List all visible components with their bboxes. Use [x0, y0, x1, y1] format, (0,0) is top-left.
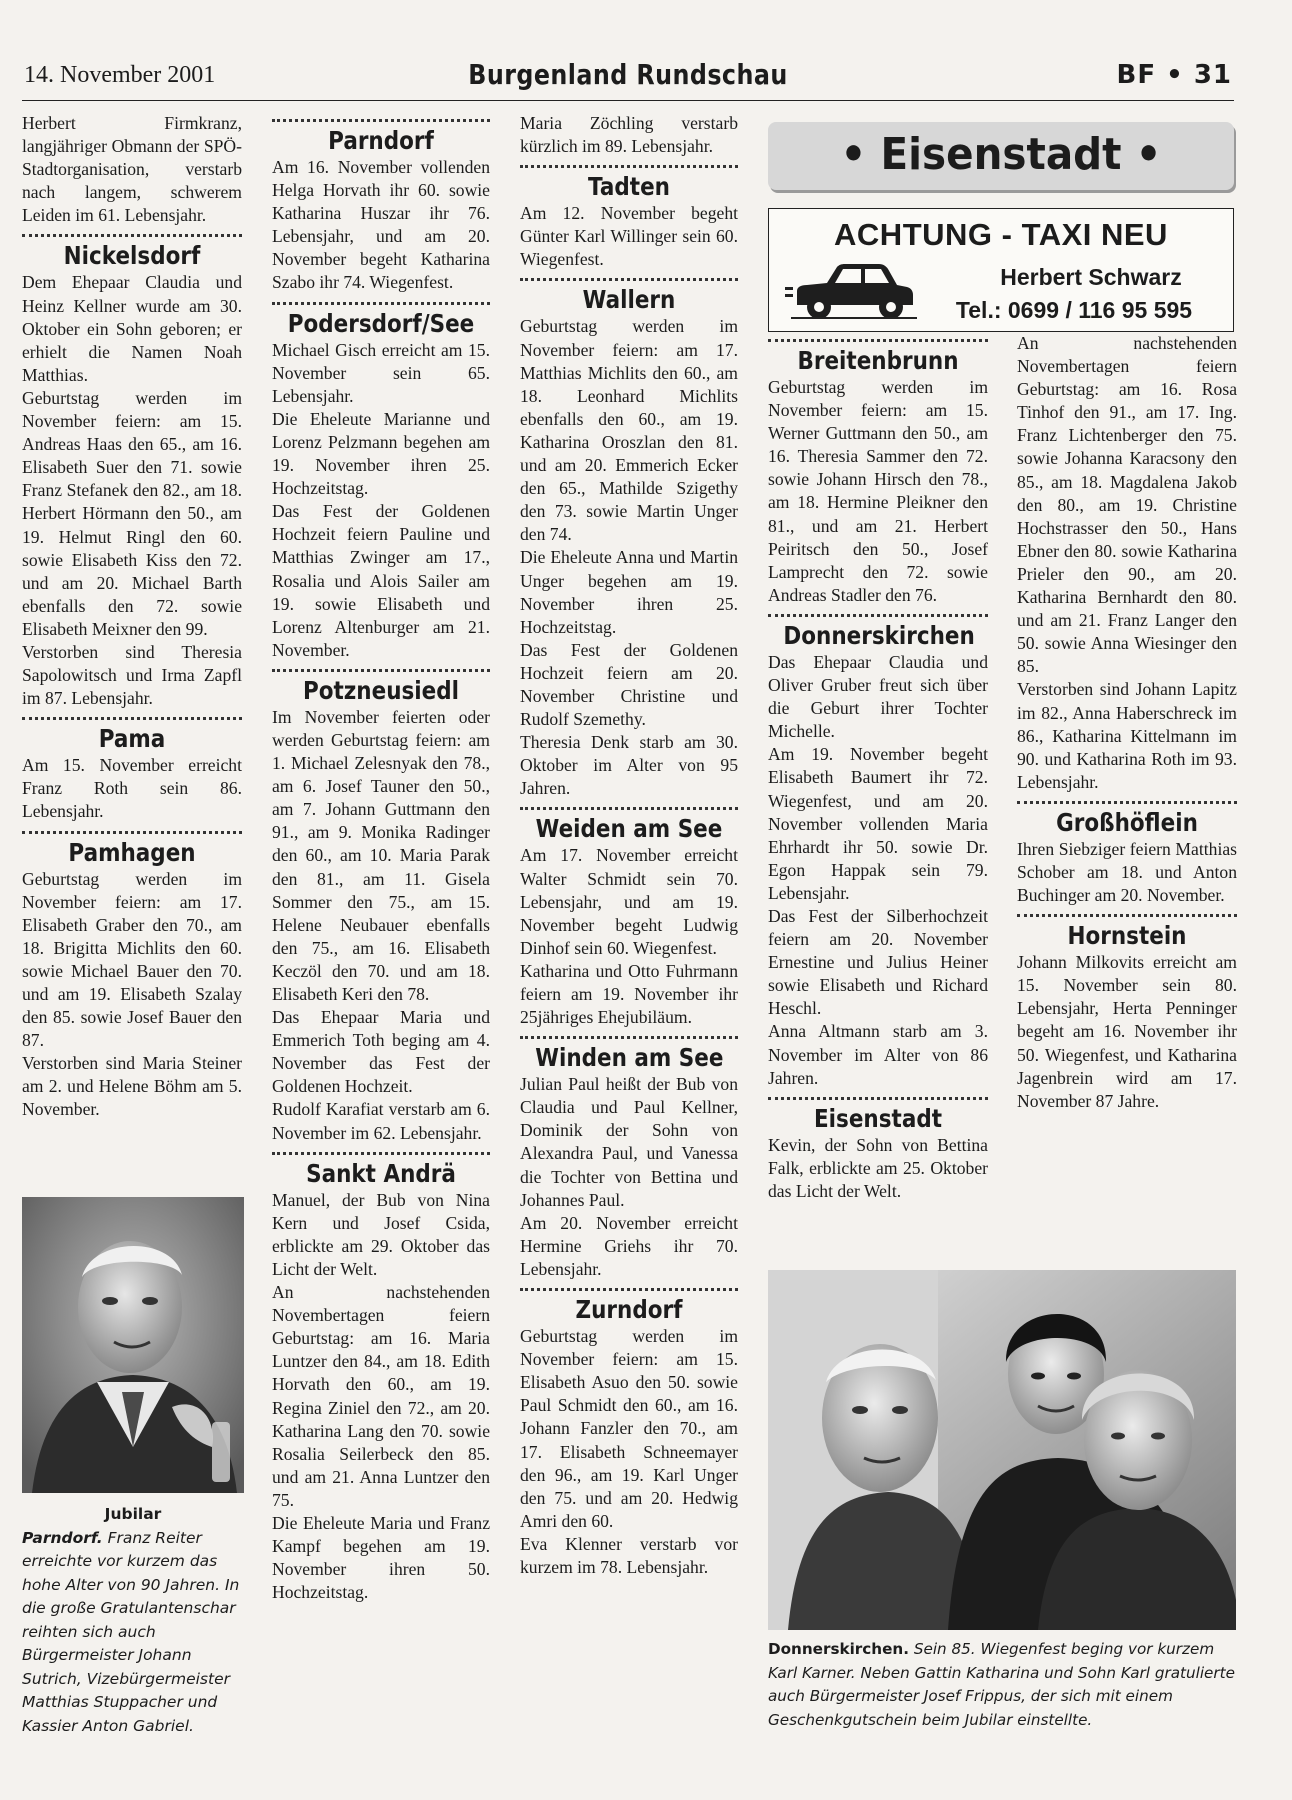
dotted-divider — [272, 669, 490, 672]
news-paragraph: Dem Ehepaar Claudia und Heinz Kellner wurde am 30. Oktober ein Sohn geboren; er erhielt die Namen Noah Matthias. — [22, 272, 242, 385]
column-4 — [768, 332, 988, 1203]
news-paragraph: Geburtstag werden im November feiern: am 17. Matthias Michlits den 60., am 18. Leonhard Michlits ebenfalls den 60., am 19. Katharina Oroszlan den 81. und am 20. Emmerich Ecker den 65., Mathilde Szigethy den 73. sowie Martin Unger den 74. — [520, 316, 738, 545]
locality-heading: Großhöflein — [1056, 807, 1198, 837]
dotted-divider — [272, 1152, 490, 1155]
taxi-car-icon — [783, 259, 917, 323]
locality-heading: Zurndorf — [575, 1295, 683, 1325]
news-paragraph: Julian Paul heißt der Bub von Claudia und Paul Kellner, Dominik der Sohn von Alexandra Paul, und Vanessa die Tochter von Bettina und Johannes Paul. — [520, 1074, 738, 1210]
dotted-divider — [520, 1288, 738, 1291]
locality-heading: Pamhagen — [68, 837, 196, 867]
news-paragraph: Am 17. November erreicht Walter Schmidt sein 70. Lebensjahr, und am 19. November begeht Ludwig Dinhof sein 60. Wiegenfest. — [520, 845, 738, 958]
caption-lead: Parndorf. — [22, 1528, 103, 1547]
locality-heading: Winden am See — [535, 1043, 724, 1073]
article-block — [520, 278, 738, 800]
photo-jubilar-franz-reiter — [22, 1197, 244, 1493]
news-paragraph: Herbert Firmkranz, langjähriger Obmann der SPÖ-Stadtorganisation, verstarb nach langem, schwerem Leiden im 61. Lebensjahr. — [22, 113, 242, 226]
article-block — [272, 669, 490, 1145]
locality-heading: Tadten — [588, 172, 670, 202]
article-block — [272, 119, 490, 295]
locality-heading: Weiden am See — [535, 814, 723, 844]
dotted-divider — [768, 614, 988, 617]
article-block — [22, 831, 242, 1122]
dotted-divider — [768, 1097, 988, 1100]
photo-right-caption — [768, 1638, 1238, 1732]
article-block — [1017, 332, 1237, 794]
news-paragraph: Die Eheleute Maria und Franz Kampf begehen am 19. November ihren 50. Hochzeitstag. — [272, 1512, 490, 1603]
article-block — [768, 339, 988, 607]
dotted-divider — [520, 1036, 738, 1039]
dotted-divider — [1017, 801, 1237, 804]
news-paragraph: Am 16. November vollenden Helga Horvath ihr 60. sowie Katharina Huszar ihr 76. Lebensjahr, und am 20. November begeht Katharina Szabo ihr 74. Wiegenfest. — [272, 157, 490, 293]
ad-contact-name: Herbert Schwarz — [1000, 264, 1182, 290]
locality-heading: Nickelsdorf — [63, 241, 201, 271]
dotted-divider — [272, 302, 490, 305]
column-2 — [272, 112, 490, 1604]
news-paragraph: Manuel, der Bub von Nina Kern und Josef Csida, erblickte am 29. Oktober das Licht der Welt. — [272, 1189, 490, 1279]
news-paragraph: Rudolf Karafiat verstarb am 6. November im 62. Lebensjahr. — [272, 1099, 490, 1143]
dotted-divider — [520, 165, 738, 168]
news-paragraph: Ihren Siebziger feiern Matthias Schober am 18. und Anton Buchinger am 20. November. — [1017, 838, 1237, 906]
news-paragraph: Das Ehepaar Maria und Emmerich Toth beging am 4. November das Fest der Goldenen Hochzeit. — [272, 1007, 490, 1097]
news-paragraph: An nachstehenden Novembertagen feiern Geburtstag: am 16. Rosa Tinhof den 91., am 17. Ing. Franz Lichtenberger den 75. sowie Johanna Karacsony den 85., am 18. Magdalena Jakob den 80., am 19. Christine Hochstrasser den 50., Hans Ebner den 80. sowie Katharina Prieler den 90., am 20. Katharina Bernhardt den 80. und am 21. Franz Langer den 50. sowie Anna Wiesinger den 85. — [1017, 333, 1237, 677]
news-paragraph: Am 19. November begeht Elisabeth Baumert ihr 72. Wiegenfest, und am 20. November vollenden Maria Ehrhardt ihr 50. sowie Dr. Egon Happak sein 79. Lebensjahr. — [768, 744, 988, 903]
news-paragraph: Katharina und Otto Fuhrmann feiern am 19. November ihr 25jähriges Ehejubiläum. — [520, 960, 738, 1028]
article-block — [520, 1036, 738, 1281]
news-paragraph: Am 15. November erreicht Franz Roth sein 86. Lebensjahr. — [22, 755, 242, 822]
newspaper-title: Burgenland Rundschau — [468, 58, 788, 91]
article-block — [520, 1288, 738, 1579]
locality-heading: Podersdorf/See — [287, 308, 475, 338]
column-5 — [1017, 332, 1237, 1113]
photo-left-caption — [22, 1503, 244, 1738]
news-paragraph: Michael Gisch erreicht am 15. November sein 65. Lebensjahr. — [272, 339, 490, 406]
news-paragraph: Theresia Denk starb am 30. Oktober im Alter von 95 Jahren. — [520, 732, 738, 799]
caption-lead: Donnerskirchen. — [768, 1640, 909, 1658]
article-block — [1017, 801, 1237, 907]
article-block — [520, 807, 738, 1029]
column-1 — [22, 112, 242, 1122]
region-banner-title: • Eisenstadt • — [840, 129, 1162, 180]
portrait-illustration — [22, 1197, 244, 1493]
region-banner — [768, 122, 1234, 190]
locality-heading: Eisenstadt — [813, 1103, 942, 1133]
news-paragraph: Verstorben sind Theresia Sapolowitsch und Irma Zapfl im 87. Lebensjahr. — [22, 641, 242, 709]
article-block — [1017, 914, 1237, 1113]
column-3 — [520, 112, 738, 1579]
locality-heading: Sankt Andrä — [306, 1158, 456, 1188]
news-paragraph: Am 20. November erreicht Hermine Griehs ihr 70. Lebensjahr. — [520, 1212, 738, 1279]
news-paragraph: Geburtstag werden im November feiern: am 15. Werner Guttmann den 50., am 16. Theresia Sammer den 72. sowie Johann Hirsch den 78., am 18. Hermine Pleikner den 81., und am 21. Herbert Peiritsch den 50., Josef Lamprecht den 72. sowie Andreas Stadler den 76. — [768, 377, 988, 605]
ad-headline: ACHTUNG - TAXI NEU — [834, 217, 1168, 252]
news-paragraph: Geburtstag werden im November feiern: am 17. Elisabeth Graber den 70., am 18. Brigitta Michlits den 60. sowie Michael Bauer den 70. und am 19. Elisabeth Szalay den 85. sowie Josef Bauer den 87. — [22, 868, 242, 1051]
photo-karl-karner-family — [768, 1270, 1236, 1630]
caption-text: Sein 85. Wiegenfest beging vor kurzem Karl Karner. Neben Gattin Katharina und Sohn Karl gratulierte auch Bürgermeister Josef Frippus, der sich mit einem Geschenkgutschein beim Jubilar einstellte. — [768, 1640, 1235, 1729]
dotted-divider — [1017, 914, 1237, 917]
locality-heading: Breitenbrunn — [797, 346, 959, 375]
issue-date: 14. November 2001 — [24, 62, 216, 88]
news-paragraph: Eva Klenner verstarb vor kurzem im 78. Lebensjahr. — [520, 1533, 738, 1577]
dotted-divider — [22, 717, 242, 720]
news-paragraph: Am 12. November begeht Günter Karl Willinger sein 60. Wiegenfest. — [520, 203, 738, 270]
locality-heading: Hornstein — [1067, 921, 1187, 951]
article-block — [272, 302, 490, 662]
news-paragraph: Das Ehepaar Claudia und Oliver Gruber freut sich über die Geburt ihrer Tochter Michelle. — [768, 651, 988, 742]
caption-title: Jubilar — [104, 1505, 162, 1523]
locality-heading: Pama — [98, 724, 166, 754]
caption-text: Franz Reiter erreichte vor kurzem das hohe Alter von 90 Jahren. In die große Gratulantenschar reihten sich auch Bürgermeister Johann Sutrich, Vizebürgermeister Matthias Stuppacher und Kassier Anton Gabriel. — [22, 1528, 240, 1735]
news-paragraph: Verstorben sind Maria Steiner am 2. und Helene Böhm am 5. November. — [22, 1053, 242, 1120]
article-block — [520, 112, 738, 158]
news-paragraph: Maria Zöchling verstarb kürzlich im 89. Lebensjahr. — [520, 113, 738, 157]
dotted-divider — [520, 278, 738, 281]
news-paragraph: Die Eheleute Anna und Martin Unger begehen am 19. November ihren 25. Hochzeitstag. — [520, 547, 738, 637]
article-block — [520, 165, 738, 271]
news-paragraph: Das Fest der Goldenen Hochzeit feiern am 20. November Christine und Rudolf Szemethy. — [520, 639, 738, 730]
news-paragraph: Im November feierten oder werden Geburtstag feiern: am 1. Michael Zelesnyak den 78., am 6. Josef Tauner den 50., am 7. Johann Guttmann den 91., am 9. Monika Radinger den 60., am 10. Maria Parak den 81., am 11. Gisela Sommer den 75., am 15. Helene Neubauer ebenfalls den 75., am 16. Elisabeth Keczöl den 70. und am 18. Elisabeth Keri den 78. — [272, 706, 490, 1004]
locality-heading: Parndorf — [328, 126, 434, 155]
dotted-divider — [22, 831, 242, 834]
news-paragraph: Geburtstag werden im November feiern: am 15. Elisabeth Asuo den 50. sowie Paul Schmidt den 60., am 16. Johann Fanzler den 70., am 17. Elisabeth Schneemayer den 96., am 19. Karl Unger den 75. und am 20. Hedwig Amri den 60. — [520, 1326, 738, 1531]
dotted-divider — [272, 119, 490, 122]
group-photo-illustration — [768, 1270, 1236, 1630]
ad-phone: Tel.: 0699 / 116 95 595 — [955, 297, 1193, 323]
article-block — [768, 1097, 988, 1203]
taxi-advertisement — [768, 208, 1234, 332]
locality-heading: Potzneusiedl — [302, 675, 460, 705]
news-paragraph: An nachstehenden Novembertagen feiern Geburtstag: am 16. Maria Luntzer den 84., am 18. Edith Horvath den 60., am 19. Regina Ziniel den 72., am 20. Katharina Lang den 70. sowie Rosalia Seilerbeck den 85. und am 21. Anna Luntzer den 75. — [272, 1282, 490, 1510]
article-block — [22, 234, 242, 710]
dotted-divider — [22, 234, 242, 237]
dotted-divider — [520, 807, 738, 810]
news-paragraph: Geburtstag werden im November feiern: am 15. Andreas Haas den 65., am 16. Elisabeth Suer den 71. sowie Franz Stefanek den 82., am 18. Herbert Hörmann den 50., am 19. Helmut Ringl den 60. sowie Elisabeth Kiss den 72. und am 20. Michael Barth ebenfalls den 72. sowie Elisabeth Meixner den 99. — [22, 387, 242, 639]
page-number: BF • 31 — [1116, 60, 1232, 90]
article-block — [22, 112, 242, 227]
news-paragraph: Johann Milkovits erreicht am 15. November sein 80. Lebensjahr, Herta Penninger begeht am 16. November ihr 50. Wiegenfest, und Katharina Jagenbrein wird am 17. November 87 Jahre. — [1017, 952, 1237, 1111]
article-block — [272, 1152, 490, 1605]
page-header — [22, 58, 1234, 101]
news-paragraph: Das Fest der Goldenen Hochzeit feiern Pauline und Matthias Zwinger am 17., Rosalia und Alois Sailer am 19. sowie Elisabeth und Lorenz Altenburger am 21. November. — [272, 501, 490, 660]
news-paragraph: Das Fest der Silberhochzeit feiern am 20. November Ernestine und Julius Heiner sowie Elisabeth und Richard Heschl. — [768, 905, 988, 1019]
news-paragraph: Anna Altmann starb am 3. November im Alter von 86 Jahren. — [768, 1021, 988, 1088]
news-paragraph: Kevin, der Sohn von Bettina Falk, erblickte am 25. Oktober das Licht der Welt. — [768, 1134, 988, 1201]
article-block — [22, 717, 242, 823]
locality-heading: Wallern — [582, 285, 676, 315]
dotted-divider — [768, 339, 988, 342]
locality-heading: Donnerskirchen — [783, 620, 975, 650]
news-paragraph: Verstorben sind Johann Lapitz im 82., Anna Haberschreck im 86., Katharina Kittelmann im 90. und Katharina Roth im 93. Lebensjahr. — [1017, 679, 1237, 792]
news-paragraph: Die Eheleute Marianne und Lorenz Pelzmann begehen am 19. November ihren 25. Hochzeitstag. — [272, 408, 490, 499]
article-block — [768, 614, 988, 1090]
